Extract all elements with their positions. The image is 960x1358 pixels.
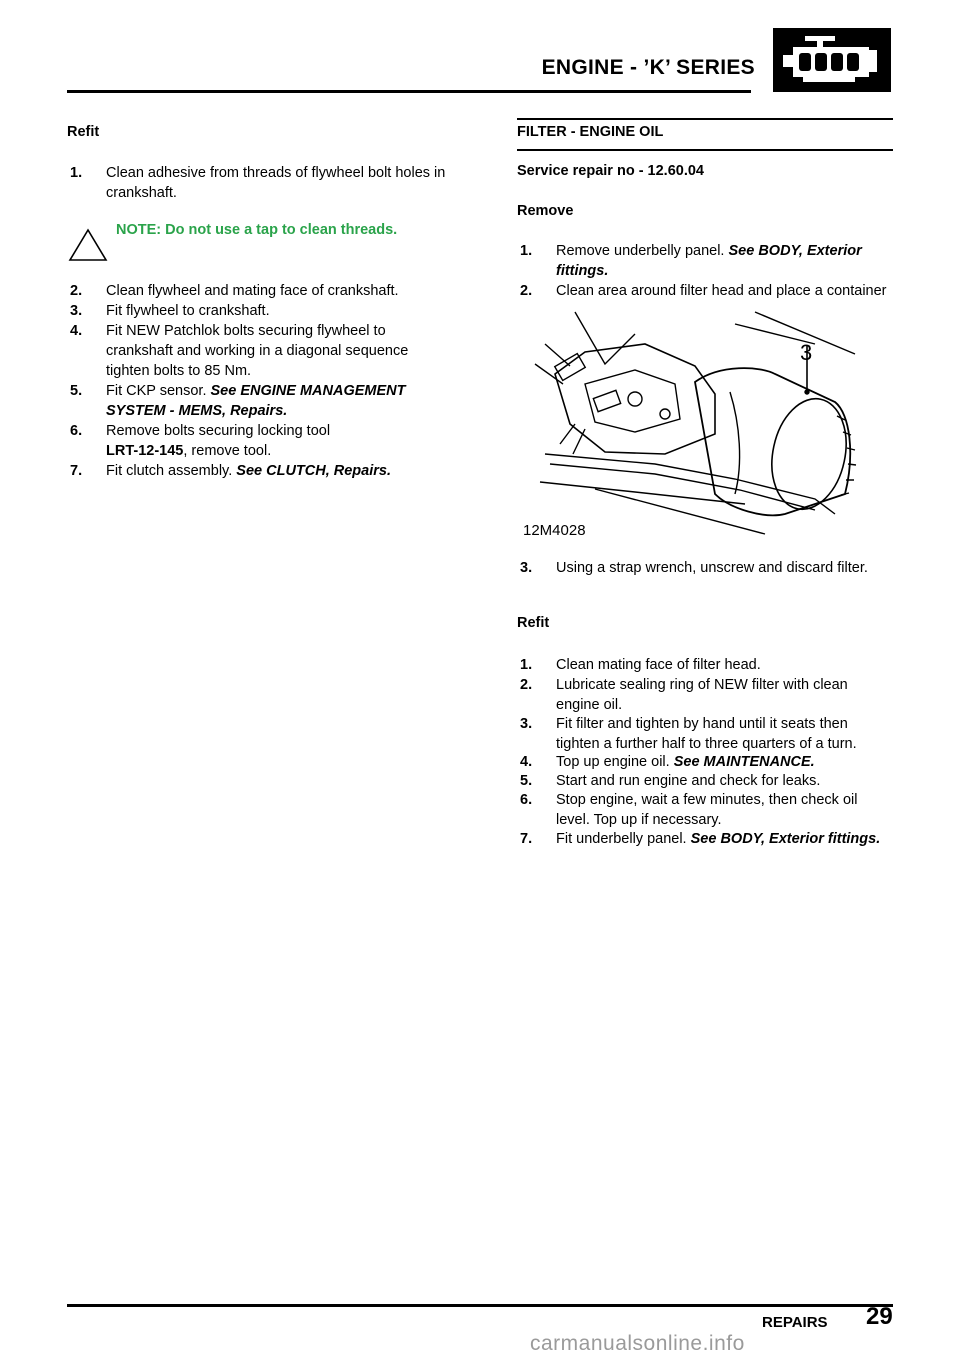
- step-text: , remove tool.: [183, 443, 272, 459]
- cross-reference-link[interactable]: See MAINTENANCE.: [673, 754, 815, 770]
- step-text: Clean flywheel and mating face of crankshaft.: [106, 283, 399, 299]
- step-text: Clean adhesive from threads of flywheel bolt holes in crankshaft.: [106, 165, 446, 201]
- step-number: 7.: [70, 463, 83, 479]
- step-text: Start and run engine and check for leaks.: [556, 773, 821, 789]
- header-rule: [67, 90, 751, 93]
- step-text: Clean mating face of filter head.: [556, 657, 761, 673]
- step-text: Fit CKP sensor.: [106, 383, 207, 399]
- step-number: 3.: [70, 303, 83, 319]
- section-rule-top: [517, 118, 893, 120]
- step-number: 7.: [520, 831, 533, 847]
- warning-triangle-icon: [68, 228, 108, 262]
- cross-reference-link[interactable]: See BODY, Exterior fittings.: [690, 831, 881, 847]
- cross-reference-link[interactable]: See BODY, Exterior fittings.: [556, 243, 862, 279]
- step-number: 1.: [70, 165, 83, 181]
- step-number: 2.: [70, 283, 83, 299]
- tool-number: LRT-12-145: [106, 443, 184, 459]
- figure-callout: 3: [800, 340, 813, 365]
- step-text: Stop engine, wait a few minutes, then check oil level. Top up if necessary.: [556, 792, 858, 828]
- step-number: 6.: [70, 423, 83, 439]
- step-number: 4.: [520, 754, 533, 770]
- step-number: 5.: [70, 383, 83, 399]
- cross-reference-link[interactable]: See CLUTCH, Repairs.: [236, 463, 391, 479]
- note-text: NOTE: Do not use a tap to clean threads.: [116, 222, 398, 238]
- watermark: carmanualsonline.info: [530, 1332, 745, 1355]
- refit-heading: Refit: [67, 124, 100, 140]
- oil-filter-illustration: [515, 304, 865, 547]
- step-text: Remove bolts securing locking tool: [106, 423, 331, 439]
- engine-icon: [773, 28, 891, 92]
- step-text: Top up engine oil.: [556, 754, 670, 770]
- figure-code: 12M4028: [523, 522, 586, 539]
- step-number: 1.: [520, 657, 533, 673]
- step-text: Fit filter and tighten by hand until it seats then tighten a further half to three quarters of a turn.: [556, 716, 857, 752]
- step-text: Fit NEW Patchlok bolts securing flywheel to crankshaft and working in a diagonal sequence tighten bolts to 85 Nm.: [106, 323, 409, 379]
- step-number: 3.: [520, 716, 533, 732]
- page-number: 29: [866, 1303, 893, 1330]
- step-number: 1.: [520, 243, 533, 259]
- step-number: 4.: [70, 323, 83, 339]
- refit-heading: Refit: [517, 615, 550, 631]
- step-text: Using a strap wrench, unscrew and discard filter.: [556, 560, 868, 576]
- step-text: Fit underbelly panel.: [556, 831, 687, 847]
- step-text: Clean area around filter head and place a container: [556, 283, 887, 299]
- remove-heading: Remove: [517, 203, 574, 219]
- step-number: 6.: [520, 792, 533, 808]
- footer-section-label: REPAIRS: [762, 1314, 828, 1331]
- step-text: Fit clutch assembly.: [106, 463, 233, 479]
- step-text: Fit flywheel to crankshaft.: [106, 303, 270, 319]
- cross-reference-link[interactable]: See ENGINE MANAGEMENT SYSTEM - MEMS, Repairs.: [106, 383, 406, 419]
- section-rule-bottom: [517, 149, 893, 151]
- service-repair-number: Service repair no - 12.60.04: [517, 163, 704, 179]
- step-number: 3.: [520, 560, 533, 576]
- step-text: Lubricate sealing ring of NEW filter with clean engine oil.: [556, 677, 848, 713]
- page-header-title: ENGINE - ’K’ SERIES: [541, 56, 755, 79]
- footer-rule: [67, 1304, 893, 1307]
- step-number: 5.: [520, 773, 533, 789]
- section-title: FILTER - ENGINE OIL: [517, 124, 664, 140]
- step-number: 2.: [520, 677, 533, 693]
- step-text: Remove underbelly panel.: [556, 243, 725, 259]
- step-number: 2.: [520, 283, 533, 299]
